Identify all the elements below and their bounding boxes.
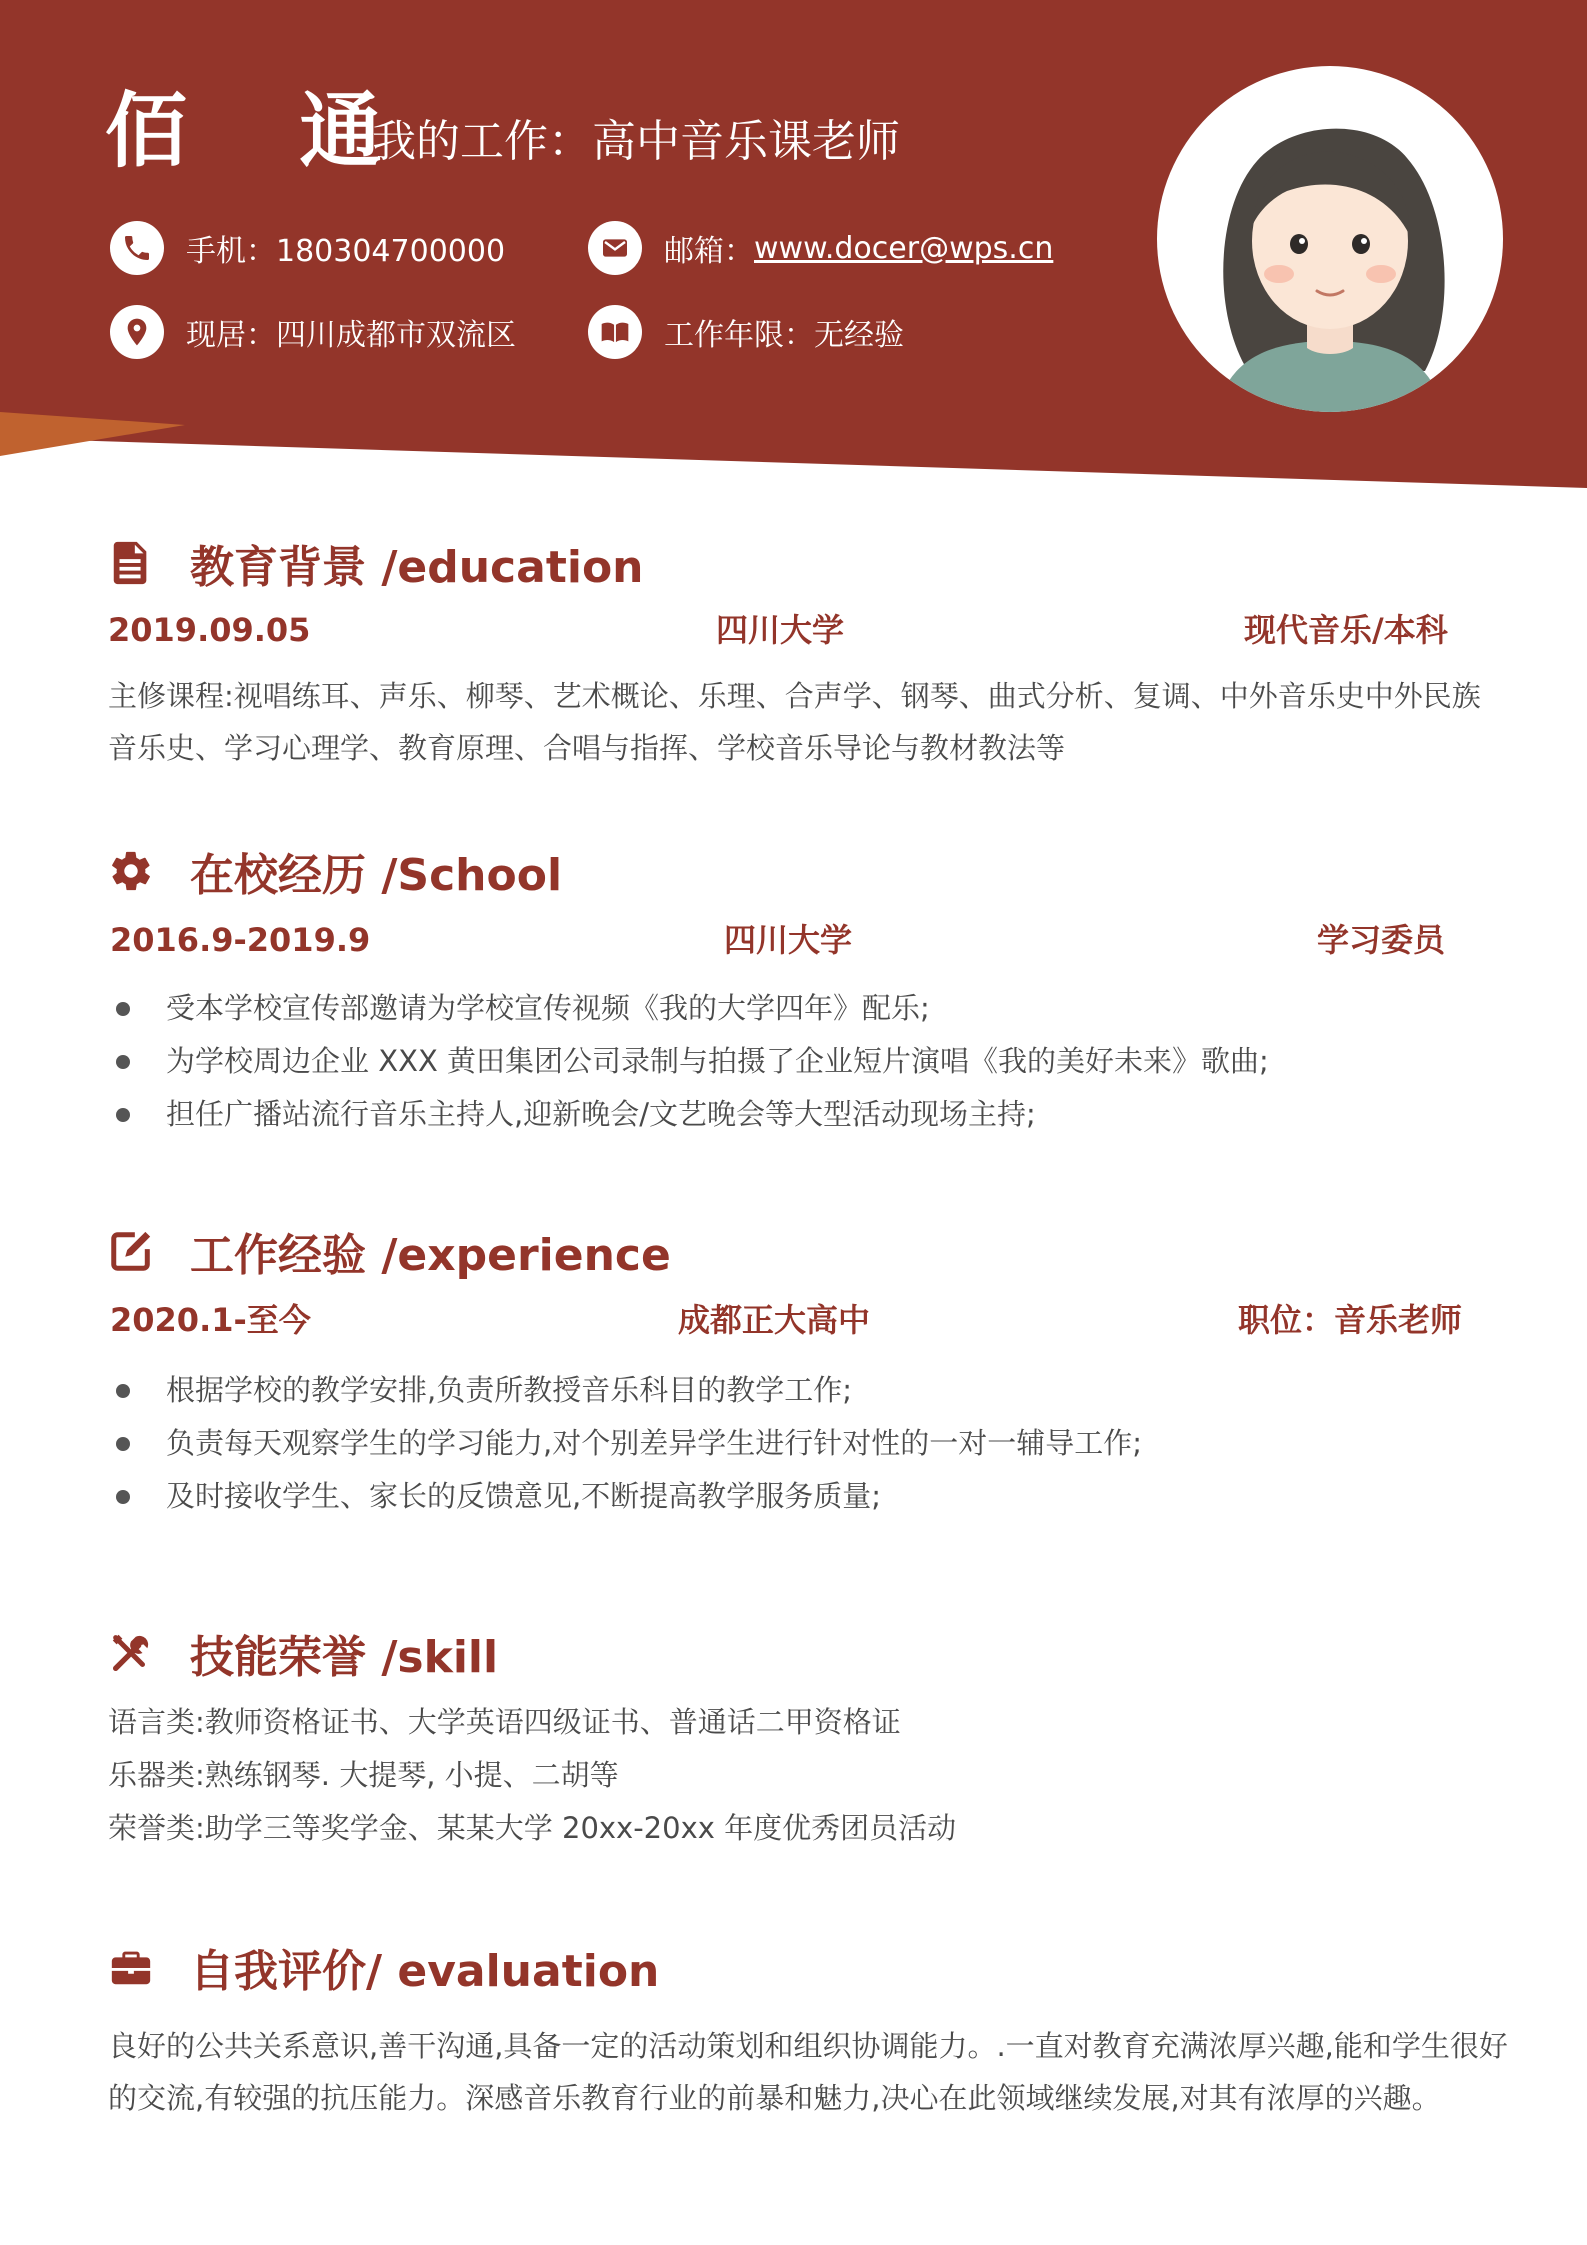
resume-name: 佰 通 [105, 84, 424, 179]
list-item: 根据学校的教学安排,负责所教授音乐科目的教学工作; [108, 1364, 1142, 1417]
education-section-title [108, 528, 644, 598]
evaluation-text: 良好的公共关系意识,善干沟通,具备一定的活动策划和组织协调能力。.一直对教育充满浓厚兴趣,能和学生很好的交流,有较强的抗压能力。深感音乐教育行业的前暴和魅力,决心在此领域继续发展,对其有浓厚的兴趣。 [108, 2029, 1508, 2115]
school-role: 学习委员 [1317, 921, 1446, 959]
mail-icon [588, 221, 642, 275]
list-item: 受本学校宣传部邀请为学校宣传视频《我的大学四年》配乐; [108, 982, 1269, 1035]
avatar [1157, 66, 1503, 412]
phone-info [110, 218, 505, 278]
education-title: 教育背景 /education [190, 542, 644, 593]
document-icon [108, 540, 154, 586]
education-major: 现代音乐/本科 [1244, 611, 1448, 649]
years-info [588, 302, 904, 362]
location-pin-icon [110, 305, 164, 359]
school-org: 四川大学 [724, 921, 853, 959]
experience-org: 成都正大高中 [678, 1301, 871, 1339]
list-item: 为学校周边企业 XXX 黄田集团公司录制与拍摄了企业短片演唱《我的美好未来》歌曲; [108, 1035, 1269, 1088]
skill-title: 技能荣誉 /skill [190, 1632, 499, 1683]
list-item: 语言类:教师资格证书、大学英语四级证书、普通话二甲资格证 [108, 1705, 901, 1739]
email-link[interactable]: www.docer@wps.cn [754, 230, 1054, 266]
experience-list [108, 1364, 1142, 1523]
list-item: 荣誉类:助学三等奖学金、某某大学 20xx-20xx 年度优秀团员活动 [108, 1811, 957, 1845]
school-section-title [108, 836, 562, 906]
evaluation-section-title [108, 1932, 659, 2002]
experience-title: 工作经验 /experience [190, 1230, 671, 1281]
email-info [588, 218, 1053, 278]
school-title: 在校经历 /School [190, 850, 563, 901]
list-item: 担任广播站流行音乐主持人,迎新晚会/文艺晚会等大型活动现场主持; [108, 1088, 1269, 1141]
tools-icon [108, 1630, 154, 1676]
experience-date: 2020.1-至今 [110, 1301, 311, 1339]
list-item: 及时接收学生、家长的反馈意见,不断提高教学服务质量; [108, 1470, 1142, 1523]
years-text: 工作年限：无经验 [664, 318, 904, 353]
skill-list [108, 1696, 956, 1855]
email-label: 邮箱： [664, 234, 754, 269]
briefcase-icon [108, 1944, 154, 1990]
experience-section-title [108, 1216, 671, 1286]
experience-role: 职位：音乐老师 [1238, 1301, 1463, 1339]
list-item: 乐器类:熟练钢琴. 大提琴, 小提、二胡等 [108, 1758, 619, 1792]
book-icon [588, 305, 642, 359]
location-info [110, 302, 516, 362]
evaluation-title: 自我评价/ evaluation [190, 1946, 660, 1997]
edit-icon [108, 1228, 154, 1274]
school-list [108, 982, 1269, 1141]
education-school: 四川大学 [716, 611, 845, 649]
avatar-illustration-icon [1157, 66, 1503, 412]
skill-section-title [108, 1618, 498, 1688]
list-item: 负责每天观察学生的学习能力,对个别差异学生进行针对性的一对一辅导工作; [108, 1417, 1142, 1470]
school-date: 2016.9-2019.9 [110, 921, 371, 959]
phone-text: 手机：180304700000 [186, 234, 506, 269]
location-text: 现居：四川成都市双流区 [186, 318, 516, 353]
gear-icon [108, 848, 154, 894]
phone-icon [110, 221, 164, 275]
job-title: 我的工作：高中音乐课老师 [372, 116, 900, 167]
education-courses: 主修课程:视唱练耳、声乐、柳琴、艺术概论、乐理、合声学、钢琴、曲式分析、复调、中外音乐史中外民族音乐史、学习心理学、教育原理、合唱与指挥、学校音乐导论与教材教法等 [108, 679, 1481, 765]
education-date: 2019.09.05 [108, 611, 311, 649]
